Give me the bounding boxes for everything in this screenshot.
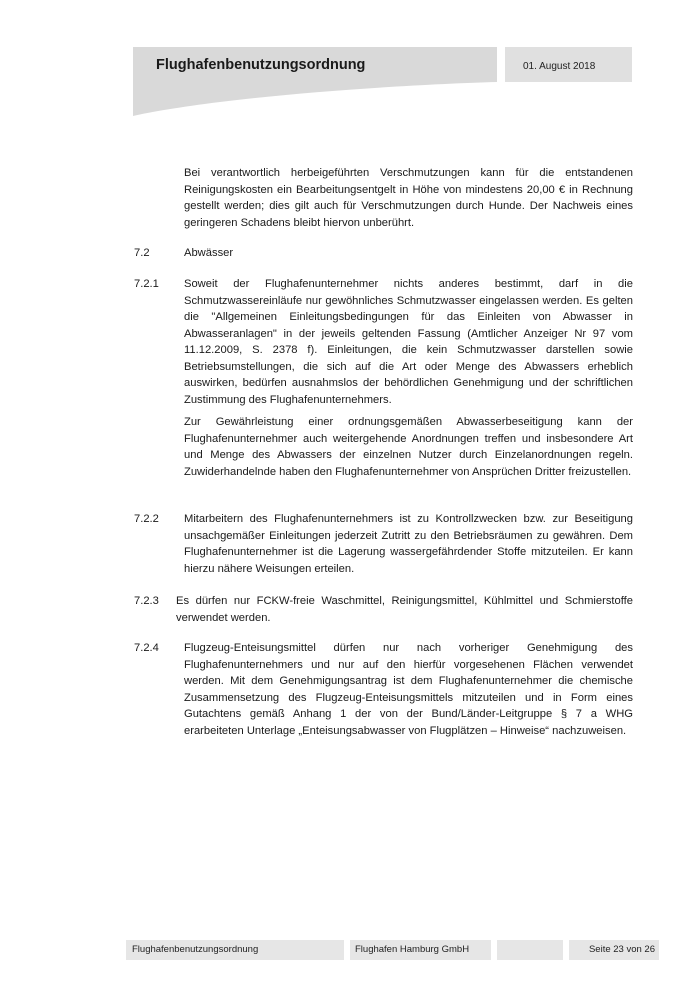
- section-7-2-1-paragraph-1: Soweit der Flughafenunternehmer nichts anderes bestimmt, darf in die Schmutzwassereinläufe nur gewöhnliches Schmutzwasser eingelassen werden. Es gelten die "Allgemeinen Einleitungsbedingungen für das Einleiten von Abwasser in Abwasseranlagen" in der jeweils geltenden Fassung (Amtlicher Anzeiger Nr 97 vom 11.12.2009, S. 2378 f). Einleitungen, die kein Schmutzwasser darstellen sowie Betriebsumstellungen, die sich auf die Art oder Menge des Abwassers erheblich auswirken, bedürfen ausnahmslos der behördlichen Genehmigung und der schriftlichen Zustimmung des Flughafenunternehmers.: [184, 278, 633, 406]
- section-7-2-4-number: 7.2.4: [134, 642, 159, 654]
- header-date: 01. August 2018: [523, 61, 596, 72]
- section-7-2-4-paragraph: Flugzeug-Enteisungsmittel dürfen nur nach vorheriger Genehmigung des Flughafenunternehmers und nur auf den hierfür vorgesehenen Flächen verwendet werden. Mit dem Genehmigungsantrag ist dem Flughafenunternehmer die chemische Zusammensetzung des Flugzeug-Enteisungsmittels mitzuteilen und in Form eines Gutachtens gemäß Anhang 1 der von der Bund/Länder-Leitgruppe § 7 a WHG erarbeiteten Unterlage „Enteisungsabwasser von Flugplätzen – Hinweise“ nachzuweisen.: [184, 642, 633, 737]
- section-7-2-3-number: 7.2.3: [134, 595, 159, 607]
- section-7-2-1-number: 7.2.1: [134, 278, 159, 290]
- section-7-2-2-paragraph: Mitarbeitern des Flughafenunternehmers ist zu Kontrollzwecken bzw. zur Beseitigung unsachgemäßer Einleitungen jederzeit Zutritt zu den Betriebsräumen zu gewähren. Dem Flughafenunternehmer ist die Lagerung wassergefährdender Stoffe mitzuteilen. Er kann hierzu nähere Weisungen erteilen.: [184, 513, 633, 575]
- section-7-2-3-paragraph: Es dürfen nur FCKW-freie Waschmittel, Reinigungsmittel, Kühlmittel und Schmierstoffe verwendet werden.: [176, 595, 633, 624]
- footer-company: Flughafen Hamburg GmbH: [350, 940, 491, 960]
- section-7-2-number: 7.2: [134, 247, 150, 259]
- page-footer: [126, 940, 659, 960]
- footer-blank-cell: [497, 940, 563, 960]
- footer-page-number: Seite 23 von 26: [569, 940, 659, 960]
- section-7-2-1-paragraph-2: Zur Gewährleistung einer ordnungsgemäßen Abwasserbeseitigung kann der Flughafenunternehmer auch weitergehende Anordnungen treffen und insbesondere Art und Menge des Abwassers der einzelnen Nutzer durch Einzelanordnungen regeln. Zuwiderhandelnde haben den Flughafenunternehmer von Ansprüchen Dritter freizustellen.: [184, 416, 633, 478]
- intro-paragraph: Bei verantwortlich herbeigeführten Verschmutzungen kann für die entstandenen Reinigungskosten ein Bearbeitungsentgelt in Höhe von mindestens 20,00 € in Rechnung gestellt werden; dies gilt auch für Verschmutzungen durch Hunde. Der Nachweis eines geringeren Schadens bleibt hiervon unberührt.: [184, 167, 633, 229]
- header-title: Flughafenbenutzungsordnung: [156, 57, 366, 73]
- section-7-2-title: Abwässer: [184, 247, 234, 259]
- section-7-2-2-number: 7.2.2: [134, 513, 159, 525]
- footer-document-name: Flughafenbenutzungsordnung: [126, 940, 344, 960]
